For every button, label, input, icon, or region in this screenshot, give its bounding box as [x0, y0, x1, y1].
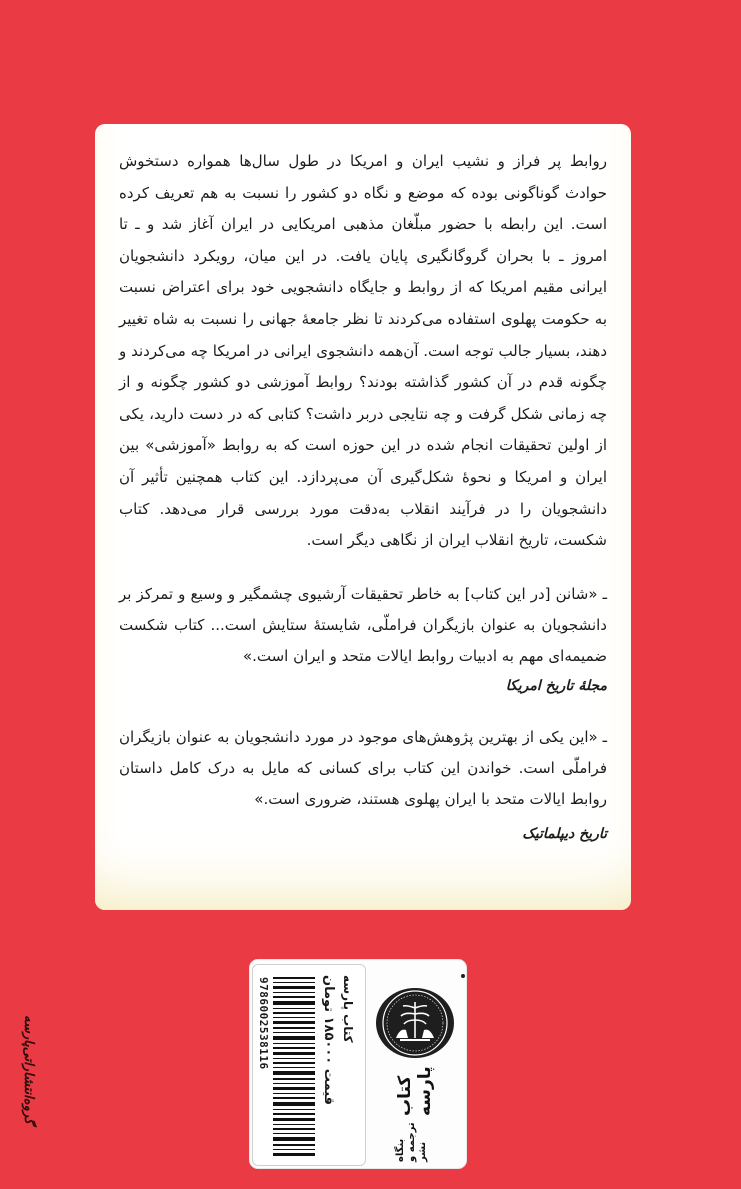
publisher-tagline: بنگاه ترجمه و نشر [395, 1122, 428, 1162]
description-card [95, 124, 631, 910]
back-cover-sticker [250, 960, 466, 1168]
price-label [252, 964, 366, 1166]
lion-tree-emblem-icon [376, 988, 454, 1058]
publisher-logo [372, 966, 458, 1162]
spine-logo: گروه‌انتشاراتی‌پارسه [21, 1015, 36, 1125]
barcode-icon [273, 973, 315, 1159]
review-source-2: تاریخ دیپلماتیک [522, 825, 607, 842]
publisher-name: کتاب پارسه [395, 1066, 435, 1116]
publisher-name-vertical [395, 1066, 435, 1162]
seller-name: کتاب پارسه [341, 975, 355, 1043]
price-text: قیمت ۱۸۵۰۰۰ تومان [321, 975, 336, 1106]
review-source-1: مجلهٔ تاریخ امریکا [505, 677, 607, 694]
isbn-number: 9786002538116 [257, 977, 270, 1070]
description-paragraph: روابط پر فراز و نشیب ایران و امریکا در طول سال‌ها همواره دستخوش حوادث گوناگونی بوده که موضع و نگاه دو کشور را نسبت به هم تعریف کرده است. این رابطه با حضور مبلّغان مذهبی امریکایی در ایران آغاز شد و ـ تا امروز ـ با بحران گروگانگیری پایان یافت. در این میان، رویکرد دانشجویان ایرانی مقیم امریکا که از روابط و جایگاه دانشجویی خود برای اعتراض نسبت به حکومت پهلوی استفاده می‌کردند تا نظر جامعهٔ جهانی را نسبت به شاه تغییر دهند، بسیار جالب توجه است. آن‌همه دانشجوی ایرانی در امریکا چه می‌کردند و چگونه قدم در آن کشور گذاشته بودند؟ روابط آموزشی دو کشور چگونه و از چه زمانی شکل گرفت و چه نتایجی دربر داشت؟ کتابی که در دست دارید، یکی از اولین تحقیقات انجام شده در این حوزه است که به روابط «آموزشی» بین ایران و امریکا و نحوهٔ شکل‌گیری آن می‌پردازد. این کتاب همچنین تأثیر آن دانشجویان را در فرآیند انقلاب به‌دقت مورد بررسی قرار می‌دهد. کتاب شکست، تاریخ انقلاب ایران از نگاهی دیگر است. [119, 152, 607, 550]
review-quote-1: ـ «شانن [در این کتاب] به خاطر تحقیقات آرشیوی چشمگیر و وسیع و تمرکز بر دانشجویان به عنوان بازیگران فراملّی، شایستهٔ ستایش است... کتاب شکست ضمیمه‌ای مهم به ادبیات روابط ایالات متحد و ایران است.» [119, 584, 607, 665]
review-quote-2: ـ «این یکی از بهترین پژوهش‌های موجود در مورد دانشجویان به عنوان بازیگران فراملّی است. خواندن این کتاب برای کسانی که مایل به درک کامل داستان روابط ایالات متحد با ایران پهلوی هستند، ضروری است.» [119, 727, 607, 808]
decorative-dot [461, 974, 465, 978]
